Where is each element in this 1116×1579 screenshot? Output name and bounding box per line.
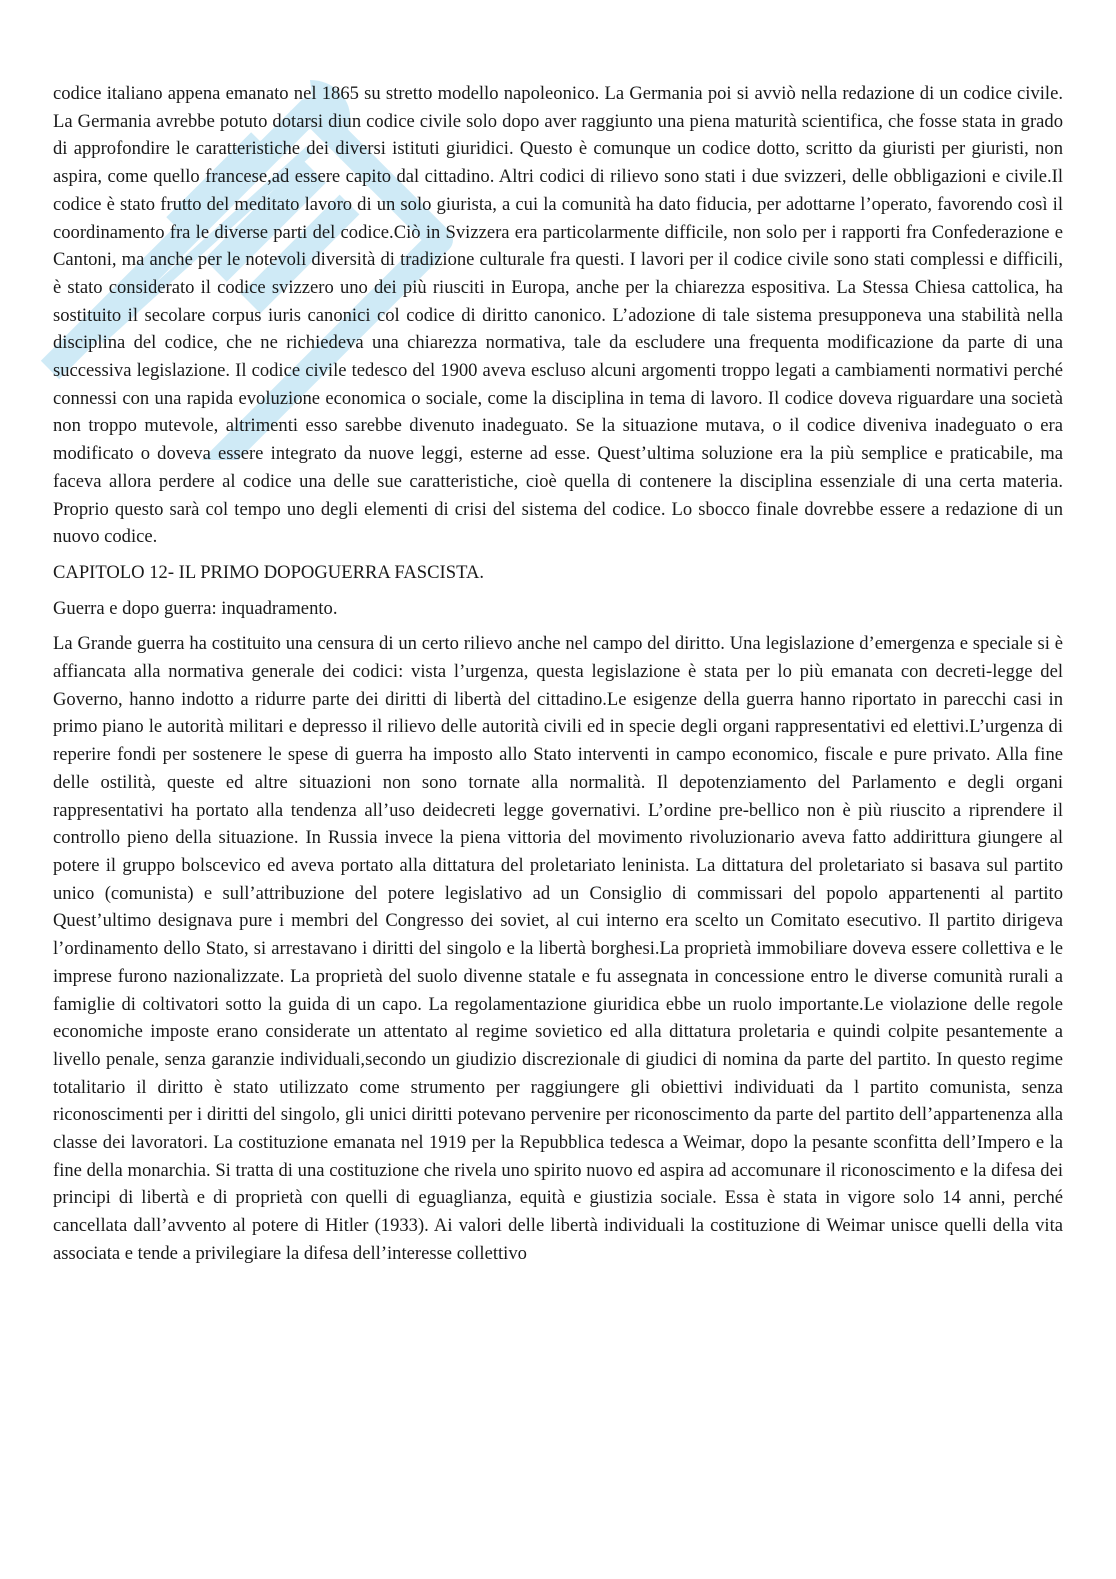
document-body: [53, 80, 1063, 1268]
section-heading: Guerra e dopo guerra: inquadramento.: [53, 597, 338, 619]
chapter-heading: CAPITOLO 12- IL PRIMO DOPOGUERRA FASCISTA.: [53, 561, 485, 583]
body-paragraph-1: codice italiano appena emanato nel 1865 su stretto modello napoleonico. La Germania poi si avviò nella redazione di un codice civile. La Germania avrebbe potuto dotarsi diun codice civile solo dopo aver raggiunto una piena maturità scientifica, che fosse stata in grado di approfondire le caratteristiche dei diversi istituti giuridici. Questo è comunque un codice dotto, scritto da giuristi per giuristi, non aspira, come quello francese,ad essere capito dal cittadino. Altri codici di rilievo sono stati i due svizzeri, delle obbligazioni e civile.Il codice è stato frutto del meditato lavoro di un solo giurista, a cui la comunità ha dato fiducia, per adottarne l’operato, favorendo così il coordinamento fra le diverse parti del codice.Ciò in Svizzera era particolarmente difficile, non solo per i rapporti fra Confederazione e Cantoni, ma anche per le notevoli diversità di tradizione culturale fra questi. I lavori per il codice civile sono stati complessi e difficili, è stato considerato il codice svizzero uno dei più riusciti in Europa, anche per la chiarezza espositiva. La Stessa Chiesa cattolica, ha sostituito il secolare corpus iuris canonici col codice di diritto canonico. L’adozione di tale sistema presupponeva una stabilità nella disciplina del codice, che ne richiedeva una chiarezza normativa, tale da escludere una frequenta modificazione da parte di una successiva legislazione. Il codice civile tedesco del 1900 aveva escluso alcuni argomenti troppo legati a cambiamenti normativi perché connessi con una rapida evoluzione economica o sociale, come la disciplina in tema di lavoro. Il codice doveva riguardare una società non troppo mutevole, altrimenti esso sarebbe divenuto inadeguato. Se la situazione mutava, o il codice diveniva inadeguato o era modificato o doveva essere integrato da nuove leggi, esterne ad esse. Quest’ultima soluzione era la più semplice e praticabile, ma faceva allora perdere al codice una delle sue caratteristiche, cioè quella di contenere la disciplina essenziale di una certa materia. Proprio questo sarà col tempo uno degli elementi di crisi del sistema del codice. Lo sbocco finale dovrebbe essere a redazione di un nuovo codice.: [53, 83, 1063, 548]
body-paragraph-2: La Grande guerra ha costituito una censura di un certo rilievo anche nel campo del diritto. Una legislazione d’emergenza e speciale si è affiancata alla normativa generale dei codici: vista l’urgenza, questa legislazione è stata per lo più emanata con decreti-legge del Governo, hanno indotto a ridurre parte dei diritti di libertà del cittadino.Le esigenze della guerra hanno riportato in parecchi casi in primo piano le autorità militari e depresso il rilievo delle autorità civili ed in specie degli organi rappresentativi ed elettivi.L’urgenza di reperire fondi per sostenere le spese di guerra ha imposto allo Stato interventi in campo economico, fiscale e pure privato. Alla fine delle ostilità, queste ed altre situazioni non sono tornate alla normalità. Il depotenziamento del Parlamento e degli organi rappresentativi ha portato alla tendenza all’uso deidecreti legge governativi. L’ordine pre-bellico non è più riuscito a riprendere il controllo pieno della situazione. In Russia invece la piena vittoria del movimento rivoluzionario aveva fatto addirittura giungere al potere il gruppo bolscevico ed aveva portato alla dittatura del proletariato leninista. La dittatura del proletariato si basava sul partito unico (comunista) e sull’attribuzione del potere legislativo ad un Consiglio di commissari del popolo appartenenti al partito Quest’ultimo designava pure i membri del Congresso dei soviet, al cui interno era scelto un Comitato esecutivo. Il partito dirigeva l’ordinamento dello Stato, si arrestavano i diritti del singolo e la libertà borghesi.La proprietà immobiliare doveva essere collettiva e le imprese furono nazionalizzate. La proprietà del suolo divenne statale e fu assegnata in concessione entro le diverse comunità rurali a famiglie di coltivatori sotto la guida di un capo. La regolamentazione giuridica ebbe un ruolo importante.Le violazione delle regole economiche imposte erano considerate un attentato al regime sovietico ed alla dittatura proletaria e quindi colpite pesantemente a livello penale, senza garanzie individuali,secondo un giudizio discrezionale di giudici di nomina da parte del partito. In questo regime totalitario il diritto è stato utilizzato come strumento per raggiungere gli obiettivi individuati da l partito comunista, senza riconoscimenti per i diritti del singolo, gli unici diritti potevano pervenire per riconoscimento da parte del partito dell’appartenenza alla classe dei lavoratori. La costituzione emanata nel 1919 per la Repubblica tedesca a Weimar, dopo la pesante sconfitta dell’Impero e la fine della monarchia. Si tratta di una costituzione che rivela uno spirito nuovo ed aspira ad accomunare il riconoscimento e la difesa dei principi di libertà e di proprietà con quelli di eguaglianza, equità e giustizia sociale. Essa è stata in vigore solo 14 anni, perché cancellata dall’avvento al potere di Hitler (1933). Ai valori delle libertà individuali la costituzione di Weimar unisce quelli della vita associata e tende a privilegiare la difesa dell’interesse collettivo: [53, 633, 1063, 1264]
